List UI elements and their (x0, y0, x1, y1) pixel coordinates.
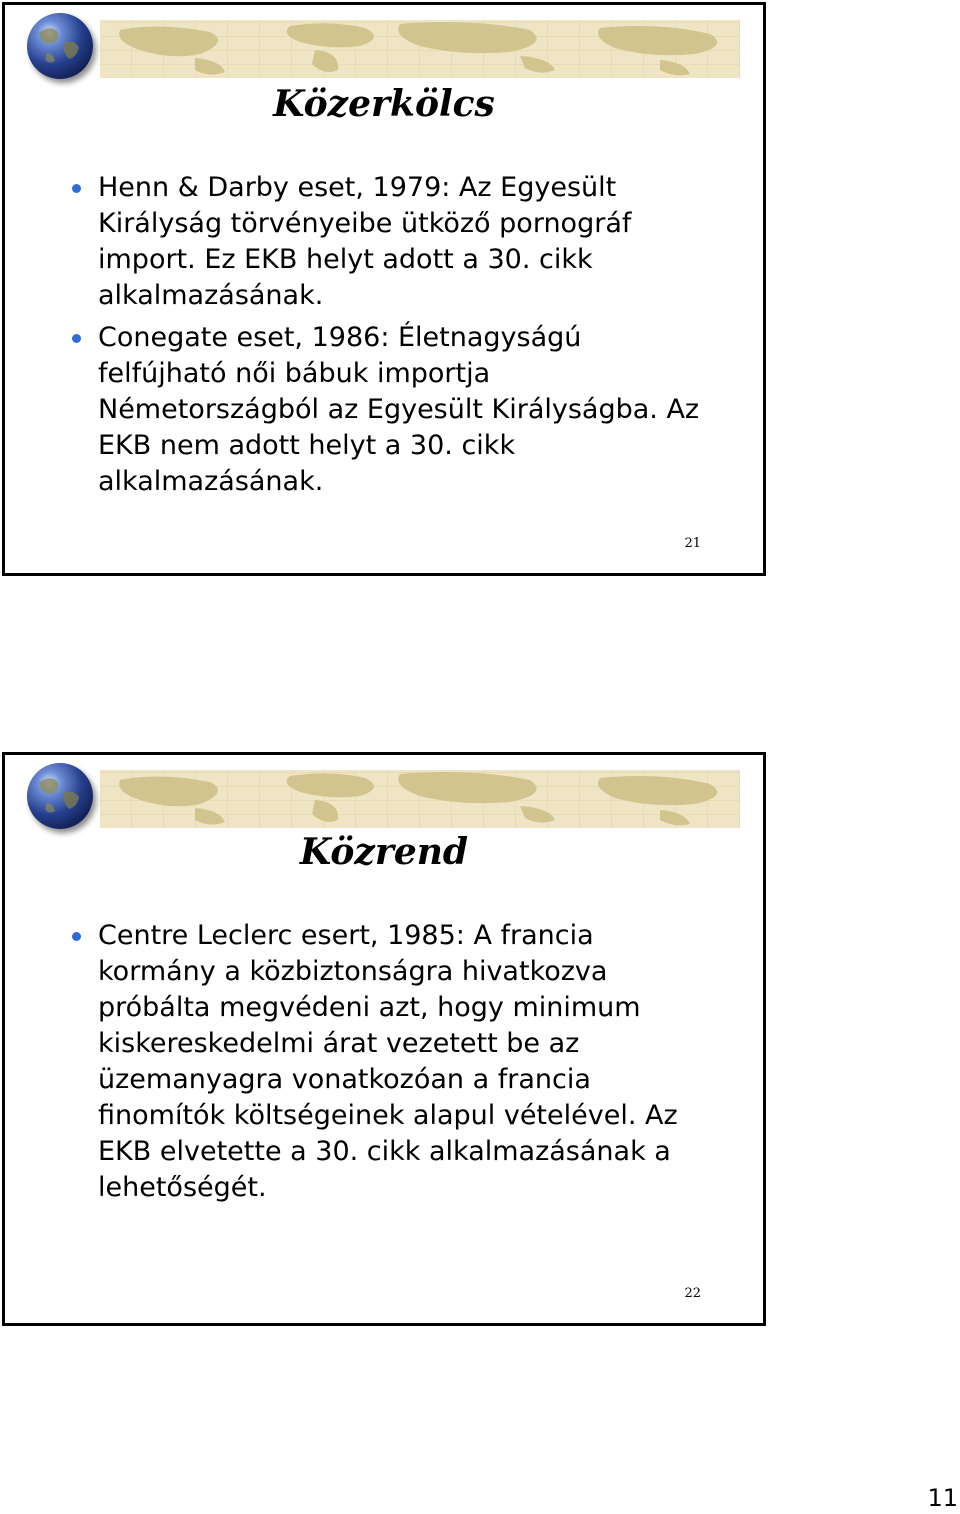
world-map-banner (100, 20, 740, 78)
bullet-icon (72, 932, 81, 941)
bullet-text: Centre Leclerc esert, 1985: A francia kormány a közbiztonságra hivatkozva próbálta megvédeni azt, hogy minimum kiskereskedelmi árat vezetett be az üzemanyagra vonatkozóan a francia finomítók költségeinek alapul vételével. Az EKB elvetette a 30. cikk alkalmazásának a lehetőségét. (98, 920, 678, 1203)
bullet-item (5, 918, 718, 1206)
slide-page-number: 22 (684, 1286, 701, 1301)
slide-1 (2, 2, 766, 576)
globe-icon (27, 763, 93, 829)
slide-title: Közerkölcs (273, 83, 495, 125)
bullet-list (5, 170, 718, 500)
bullet-list (5, 918, 718, 1206)
bullet-icon (72, 334, 81, 343)
bullet-text: Henn & Darby eset, 1979: Az Egyesült Királyság törvényeibe ütköző pornográf import. Ez EKB helyt adott a 30. cikk alkalmazásának. (98, 172, 632, 311)
bullet-icon (72, 184, 81, 193)
world-map-banner (100, 770, 740, 828)
slide-title: Közrend (299, 831, 469, 873)
bullet-item (5, 320, 718, 500)
globe-icon (27, 13, 93, 79)
bullet-text: Conegate eset, 1986: Életnagyságú felfújható női bábuk importja Németországból az Egyesült Királyságba. Az EKB nem adott helyt a 30. cikk alkalmazásának. (98, 322, 700, 497)
sheet-page-number: 11 (927, 1484, 958, 1512)
bullet-item (5, 170, 718, 314)
world-map-art (100, 770, 740, 828)
world-map-art (100, 20, 740, 78)
slide-page-number: 21 (684, 536, 701, 551)
slide-2 (2, 752, 766, 1326)
